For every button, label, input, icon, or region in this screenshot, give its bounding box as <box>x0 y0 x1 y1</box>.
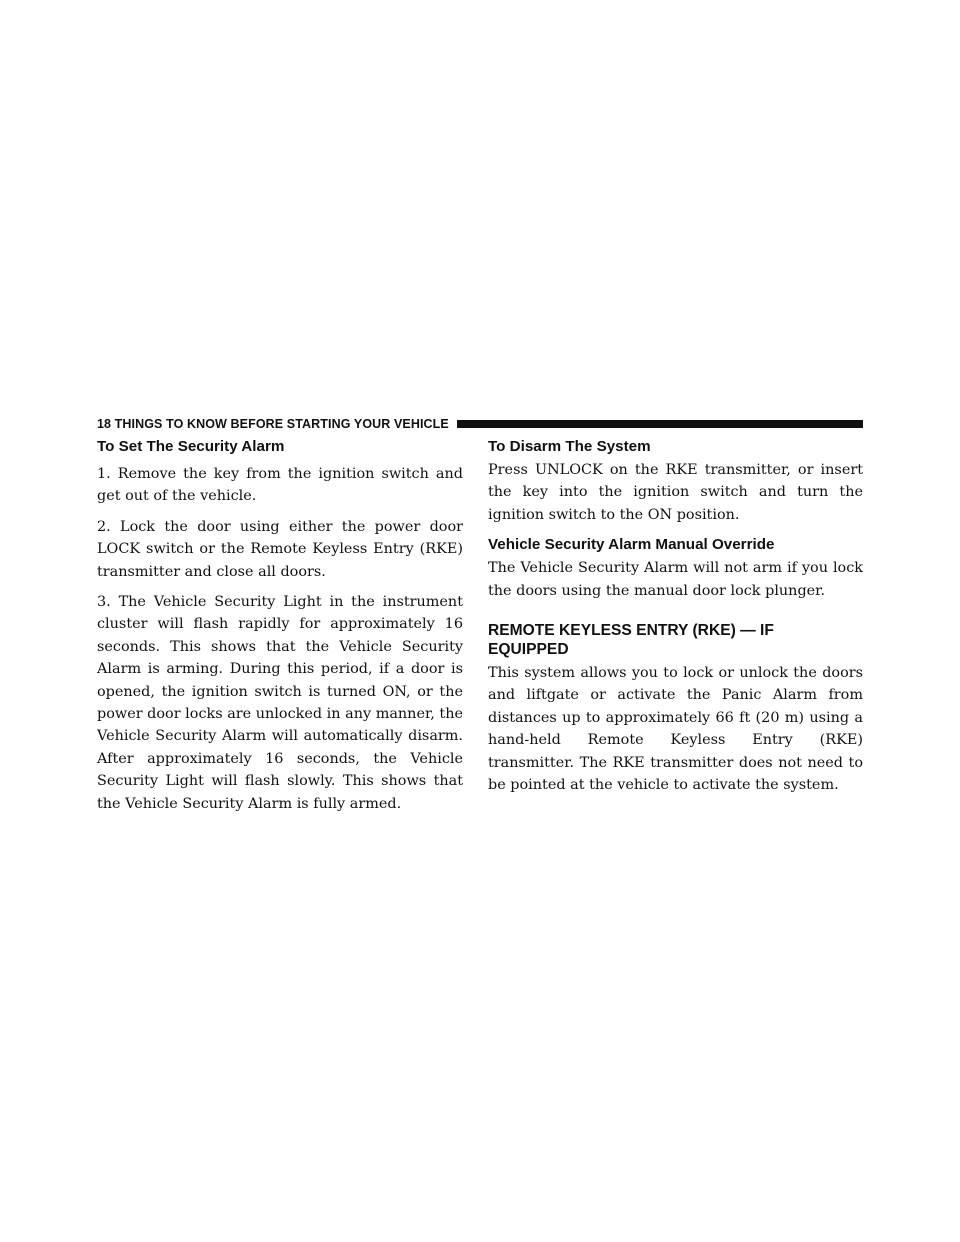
header-rule <box>457 420 863 428</box>
rke-text: This system allows you to lock or unlock the doors and liftgate or activate the Panic Alarm from distances up to approximately 66 ft (20 m) using a hand-held Remote Keyless Entry (RKE) transmitter. The RKE transmitter does not need to be pointed at the vehicle to activate the system. <box>488 665 863 794</box>
step-2: 2. Lock the door using either the power door LOCK switch or the Remote Keyless Entry (RKE) transmitter and close all doors. <box>97 518 463 580</box>
rke-heading-line2: EQUIPPED <box>488 641 569 659</box>
disarm-text: Press UNLOCK on the RKE transmitter, or insert the key into the ignition switch and turn the ignition switch to the ON position. <box>488 462 863 523</box>
right-column <box>488 438 863 804</box>
left-column <box>97 438 463 823</box>
rke-heading <box>488 621 863 659</box>
override-heading: Vehicle Security Alarm Manual Override <box>488 536 775 554</box>
set-alarm-heading: To Set The Security Alarm <box>97 438 285 455</box>
disarm-heading: To Disarm The System <box>488 438 651 455</box>
rke-heading-line1: REMOTE KEYLESS ENTRY (RKE) — IF <box>488 622 774 640</box>
step-1: 1. Remove the key from the ignition switch and get out of the vehicle. <box>97 466 463 505</box>
override-text: The Vehicle Security Alarm will not arm if you lock the doors using the manual door lock plunger. <box>488 560 863 599</box>
running-header <box>97 417 863 431</box>
step-3: 3. The Vehicle Security Light in the instrument cluster will flash rapidly for approximately 16 seconds. This shows that the Vehicle Security Alarm is arming. During this period, if a door is opened, the ignition switch is turned ON, or the power door locks are unlocked in any manner, the Vehicle Security Alarm will automatically disarm. After approximately 16 seconds, the Vehicle Security Light will flash slowly. This shows that the Vehicle Security Alarm is fully armed. <box>97 594 463 812</box>
page-label: 18 THINGS TO KNOW BEFORE STARTING YOUR VEHICLE <box>97 417 449 431</box>
